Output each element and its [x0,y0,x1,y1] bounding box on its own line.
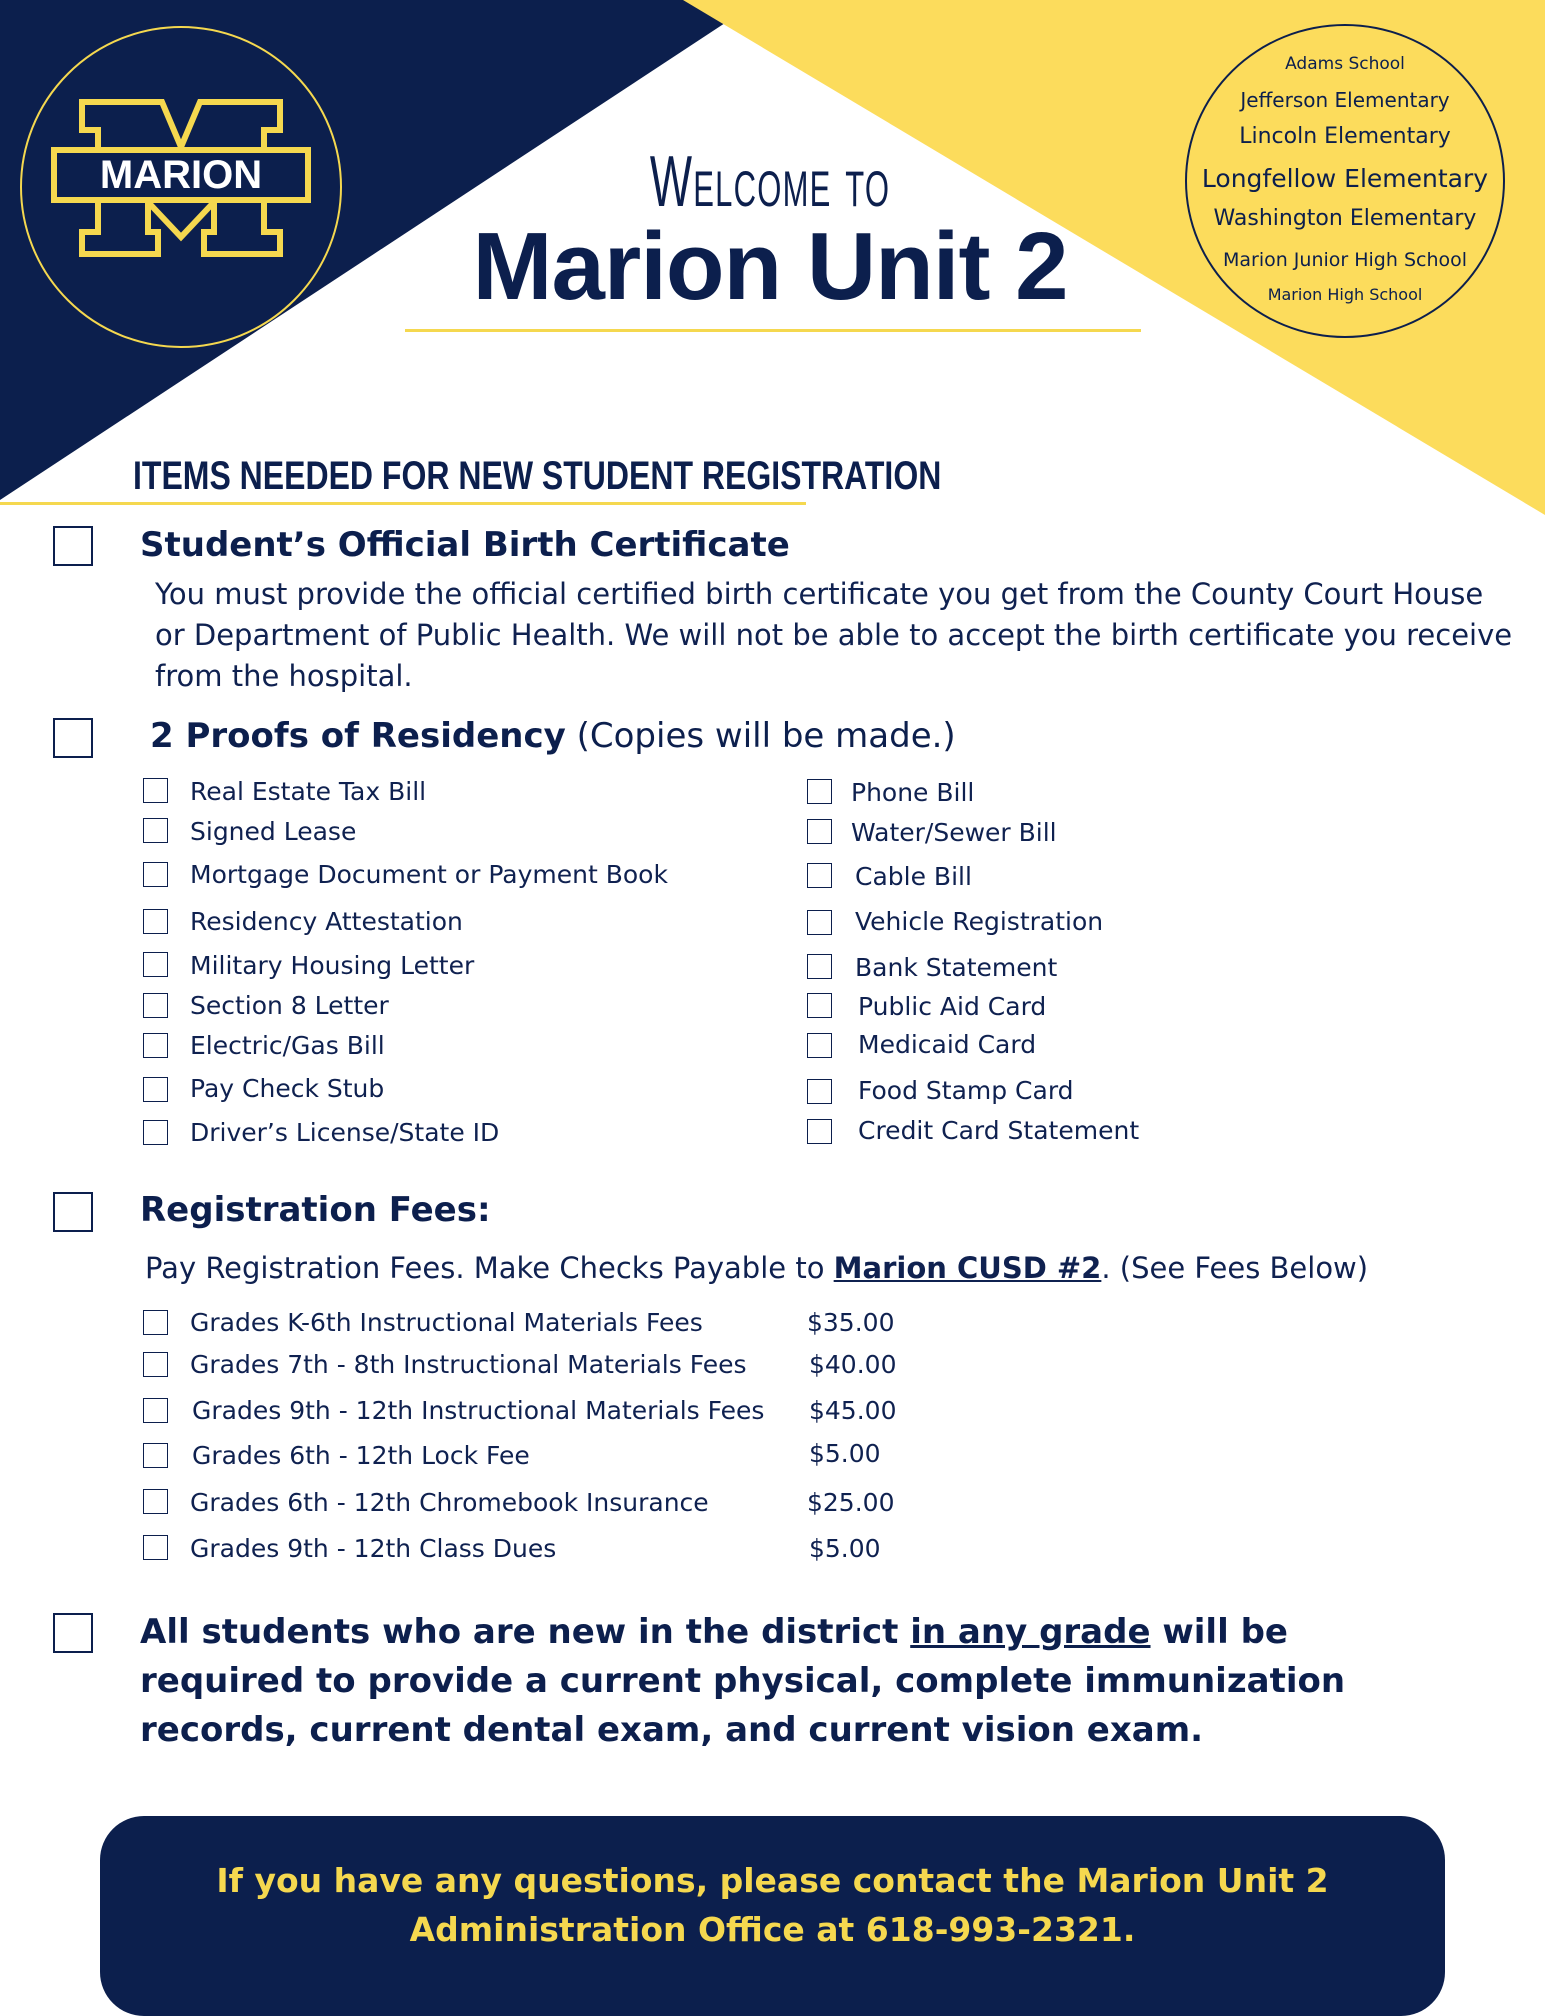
registration-fees-title: Registration Fees: [140,1190,491,1230]
residency-option-label: Pay Check Stub [190,1074,385,1103]
residency-option-label: Real Estate Tax Bill [190,777,427,806]
school-item: Adams School [1285,54,1405,74]
fee-amount: $45.00 [809,1396,897,1425]
residency-option-label: Food Stamp Card [858,1076,1074,1105]
section-heading: ITEMS NEEDED FOR NEW STUDENT REGISTRATION [133,454,942,498]
fee-label: Grades 9th - 12th Class Dues [190,1534,557,1563]
school-item: Marion High School [1267,285,1423,304]
residency-checkbox[interactable] [53,718,93,758]
school-item: Lincoln Elementary [1239,124,1451,149]
residency-option-checkbox[interactable] [807,1033,832,1058]
residency-option-checkbox[interactable] [143,1033,168,1058]
residency-option-checkbox[interactable] [807,863,832,888]
residency-option-checkbox[interactable] [143,1120,168,1145]
fee-checkbox[interactable] [143,1310,168,1335]
birth-certificate-checkbox[interactable] [53,526,93,566]
fee-amount: $25.00 [807,1488,895,1517]
fee-checkbox[interactable] [143,1489,168,1514]
health-note-emphasis: in any grade [910,1612,1151,1652]
health-requirements-checkbox[interactable] [53,1613,93,1653]
fee-checkbox[interactable] [143,1398,168,1423]
birth-certificate-description: You must provide the official certified birth certificate you get from the County Court House or Department of Public Health. We will not be able to accept the birth certificate you receive from the hospital. [155,577,1513,693]
registration-fees-intro [145,1248,1445,1289]
fee-checkbox[interactable] [143,1443,168,1468]
fee-label: Grades 9th - 12th Instructional Materials Fees [192,1396,765,1425]
residency-option-checkbox[interactable] [807,954,832,979]
residency-option-checkbox[interactable] [807,1079,832,1104]
residency-option-checkbox[interactable] [143,818,168,843]
residency-option-label: Public Aid Card [858,992,1047,1021]
school-item: Washington Elementary [1213,206,1477,231]
residency-option-label: Driver’s License/State ID [190,1118,500,1147]
school-item: Longfellow Elementary [1201,164,1489,193]
residency-title [150,716,956,756]
residency-option-label: Medicaid Card [858,1030,1037,1059]
residency-option-checkbox[interactable] [143,1077,168,1102]
fees-intro-text: Pay Registration Fees. Make Checks Payable to [145,1251,834,1285]
fee-label: Grades K-6th Instructional Materials Fees [190,1308,703,1337]
fees-payee: Marion CUSD #2 [833,1251,1102,1285]
page-title: Marion Unit 2 [472,213,1068,320]
registration-fees-checkbox[interactable] [53,1192,93,1232]
fee-checkbox[interactable] [143,1535,168,1560]
residency-option-checkbox[interactable] [143,778,168,803]
school-item: Marion Junior High School [1222,249,1468,271]
residency-title-bold: 2 Proofs of Residency [150,716,566,756]
residency-option-checkbox[interactable] [807,993,832,1018]
residency-option-checkbox[interactable] [143,952,168,977]
contact-text: If you have any questions, please contact the Marion Unit 2 Administration Office at 618-993-2321. [216,1861,1329,1949]
marion-logo [18,24,344,350]
residency-title-note: (Copies will be made.) [565,716,956,756]
health-requirements-note [140,1608,1450,1755]
birth-certificate-title: Student’s Official Birth Certificate [140,525,790,565]
fee-label: Grades 7th - 8th Instructional Materials Fees [190,1350,747,1379]
residency-option-checkbox[interactable] [807,910,832,935]
residency-option-checkbox[interactable] [807,779,832,804]
residency-option-checkbox[interactable] [807,819,832,844]
residency-option-label: Electric/Gas Bill [190,1031,385,1060]
residency-option-label: Vehicle Registration [855,907,1104,936]
residency-option-checkbox[interactable] [143,993,168,1018]
residency-option-label: Signed Lease [190,817,357,846]
fee-amount: $5.00 [809,1534,881,1563]
residency-option-label: Bank Statement [855,953,1058,982]
fee-label: Grades 6th - 12th Chromebook Insurance [190,1488,709,1517]
health-note-end: will be required to provide a current physical, complete immunization records, current dental exam, and current vision exam. [140,1612,1346,1750]
fee-amount: $5.00 [809,1439,881,1468]
health-note-start: All students who are new in the district [140,1612,911,1652]
residency-option-label: Cable Bill [855,862,972,891]
fee-amount: $40.00 [809,1350,897,1379]
residency-option-label: Water/Sewer Bill [851,818,1057,847]
residency-option-checkbox[interactable] [143,862,168,887]
residency-option-checkbox[interactable] [807,1119,832,1144]
residency-option-label: Mortgage Document or Payment Book [190,860,668,889]
fees-intro-tail: . (See Fees Below) [1101,1251,1369,1285]
fee-label: Grades 6th - 12th Lock Fee [192,1441,530,1470]
residency-option-label: Residency Attestation [190,907,463,936]
title-underline [405,329,1141,332]
section-heading-rule [0,502,806,505]
welcome-text: Welcome to [649,142,891,222]
schools-list [1185,24,1505,338]
residency-option-checkbox[interactable] [143,909,168,934]
residency-option-label: Credit Card Statement [858,1116,1140,1145]
residency-option-label: Section 8 Letter [190,991,389,1020]
school-item: Jefferson Elementary [1240,88,1450,112]
logo-text: MARION [99,153,263,197]
fee-checkbox[interactable] [143,1352,168,1377]
fee-amount: $35.00 [807,1308,895,1337]
residency-option-label: Phone Bill [851,778,975,807]
residency-option-label: Military Housing Letter [190,951,475,980]
